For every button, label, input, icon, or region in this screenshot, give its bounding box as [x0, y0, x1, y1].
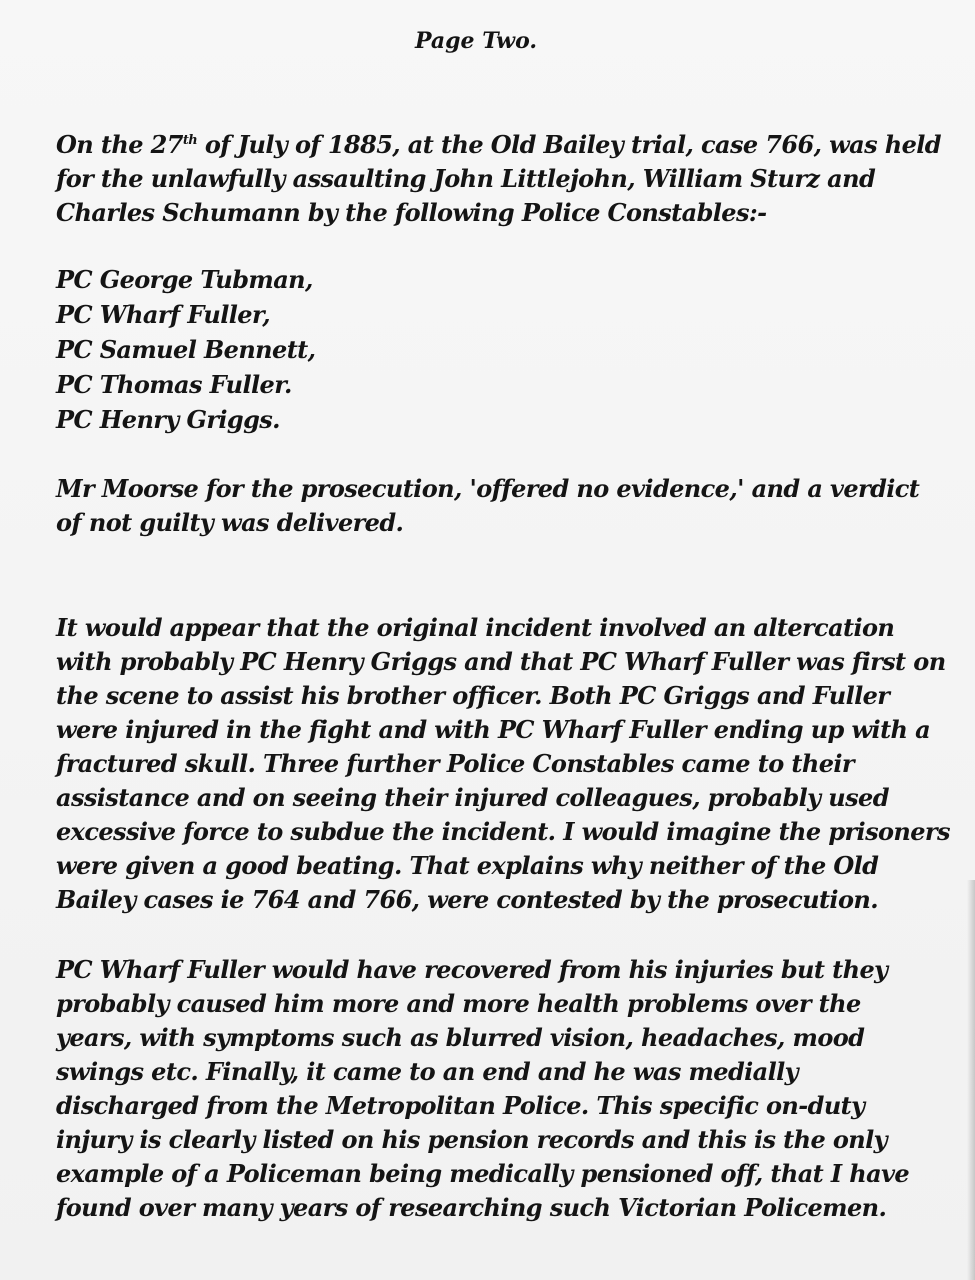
- officer-list-item: PC Wharf Fuller,: [56, 300, 271, 329]
- ordinal-superscript: th: [182, 133, 198, 148]
- paragraph-incident: It would appear that the original incident involved an altercation with probably PC Henry Griggs and that PC Wharf Fuller was first on the scene to assist his brother officer. Both PC Griggs and Fuller were injured in the fight and with PC Wharf Fuller ending up with a fractured skull. Three further Police Constables came to their assistance and on seeing their injured colleagues, probably used excessive force to subdue the incident. I would imagine the prisoners were given a good beating. That explains why neither of the Old Bailey cases ie 764 and 766, were contested by the prosecution.: [56, 613, 950, 914]
- paragraph-trial-intro: [56, 128, 956, 230]
- paragraph-injury-aftermath: PC Wharf Fuller would have recovered from his injuries but they probably caused him more and more health problems over the years, with symptoms such as blurred vision, headaches, mood swings etc. Finally, it came to an end and he was medially discharged from the Metropolitan Police. This specific on-duty injury is clearly listed on his pension records and this is the only example of a Policeman being medically pensioned off, that I have found over many years of researching such Victorian Policemen.: [56, 955, 910, 1222]
- paragraph-trial-intro-rest: of July of 1885, at the Old Bailey trial, case 766, was held for the unlawfully assaulting John Littlejohn, William Sturz and Charles Schumann by the following Police Constables:-: [56, 130, 941, 227]
- page-title: Page Two.: [414, 28, 538, 54]
- page-edge-shadow: [967, 880, 975, 1280]
- paragraph-trial-intro-start: On the 27: [56, 130, 183, 159]
- officer-list-item: PC Thomas Fuller.: [56, 370, 292, 399]
- officer-list: [56, 262, 656, 437]
- officer-list-item: PC Henry Griggs.: [56, 405, 280, 434]
- paragraph-verdict: Mr Moorse for the prosecution, 'offered no evidence,' and a verdict of not guilty was delivered.: [56, 474, 920, 537]
- officer-list-item: PC George Tubman,: [56, 265, 313, 294]
- officer-list-item: PC Samuel Bennett,: [56, 335, 316, 364]
